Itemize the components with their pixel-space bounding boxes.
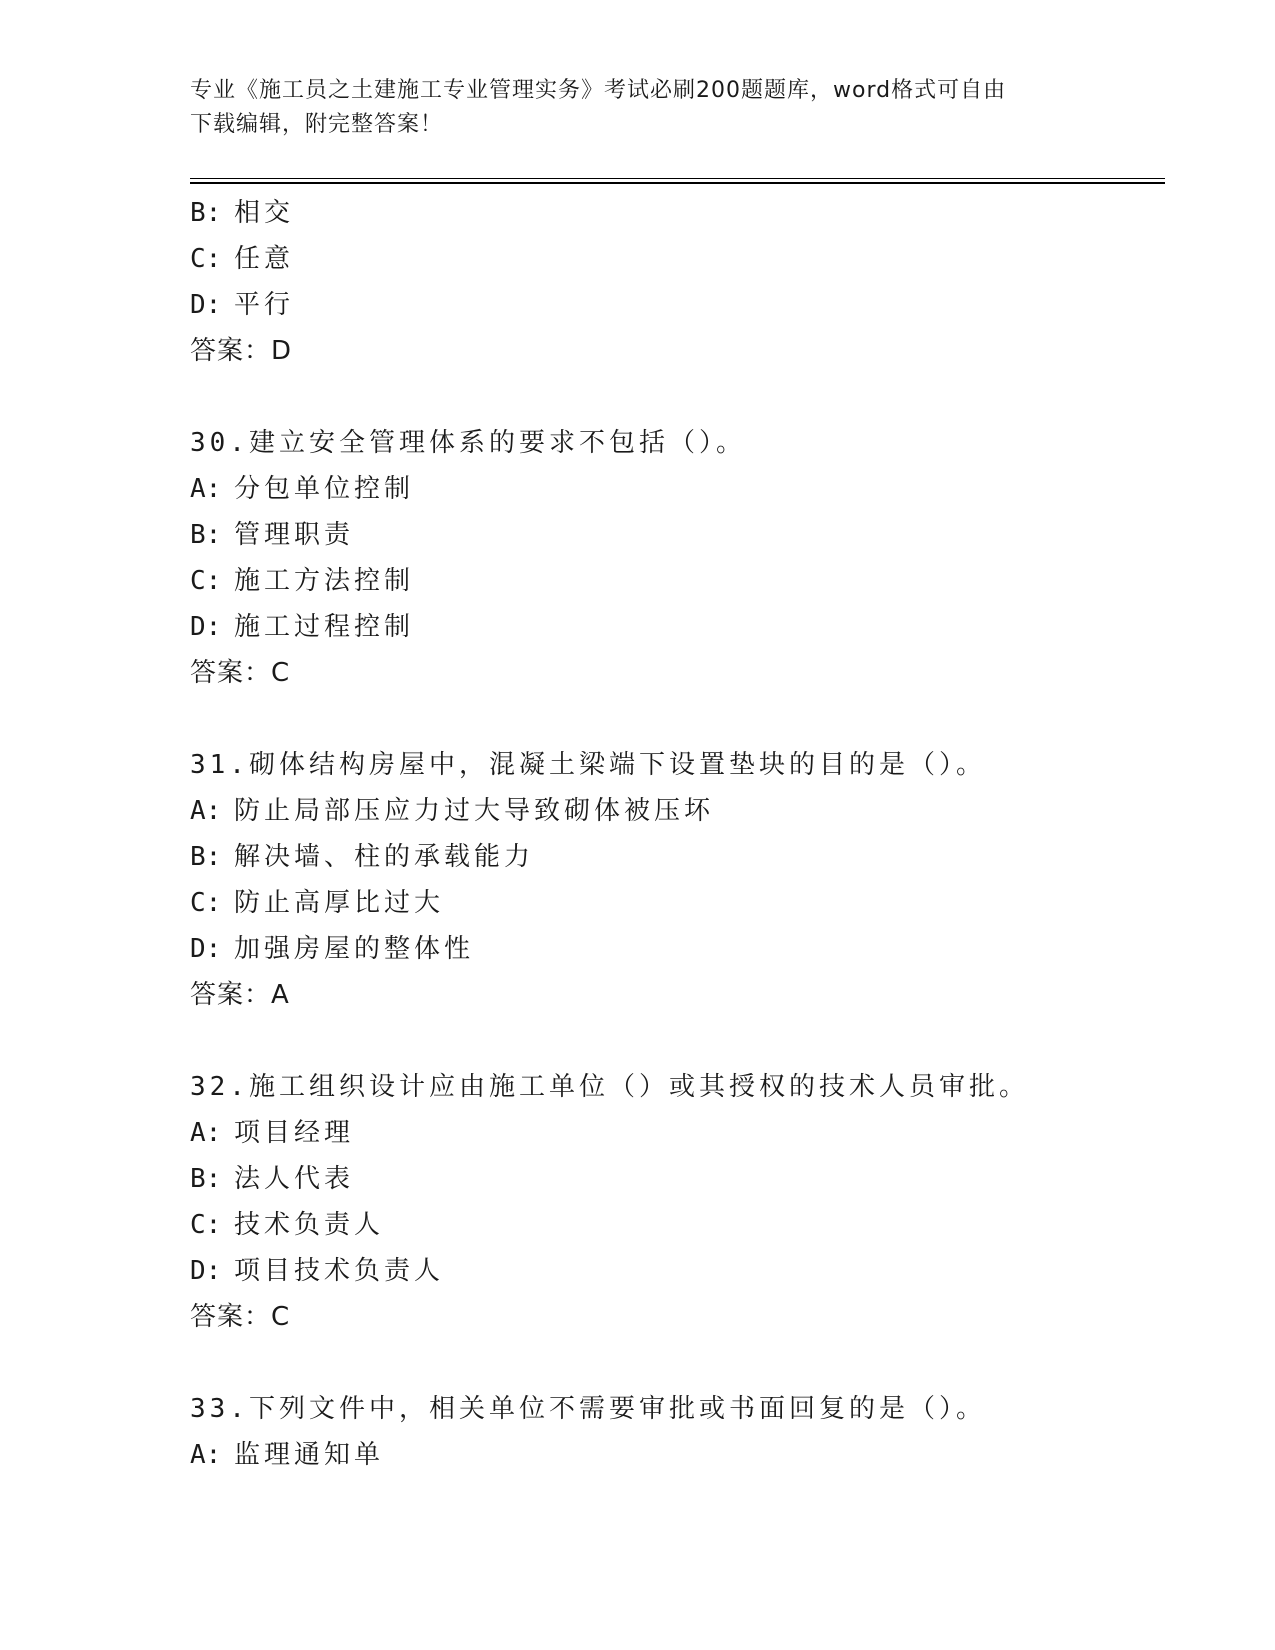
document-header <box>190 74 1090 142</box>
question-stem: 32.施工组织设计应由施工单位（）或其授权的技术人员审批。 <box>190 1072 1029 1102</box>
option-line <box>190 512 1170 558</box>
option-line <box>190 880 1170 926</box>
option-key: D: <box>190 290 222 320</box>
header-line-2: 下载编辑，附完整答案！ <box>190 112 444 137</box>
option-key: C: <box>190 1210 222 1240</box>
spacer <box>190 696 1170 742</box>
header-rule-top <box>190 178 1165 179</box>
question-list <box>190 190 1170 1478</box>
option-line <box>190 466 1170 512</box>
option-line <box>190 604 1170 650</box>
spacer <box>190 1018 1170 1064</box>
option-key: A: <box>190 1440 222 1470</box>
spacer <box>190 374 1170 420</box>
header-line-1: 专业《施工员之土建施工专业管理实务》考试必刷200题题库，word格式可自由 <box>190 78 1007 103</box>
option-line <box>190 190 1170 236</box>
option-text: 项目经理 <box>234 1118 355 1148</box>
question-stem: 31.砌体结构房屋中，混凝土梁端下设置垫块的目的是（）。 <box>190 750 986 780</box>
option-line <box>190 788 1170 834</box>
option-line <box>190 1156 1170 1202</box>
option-text: 防止高厚比过大 <box>234 888 445 918</box>
option-line <box>190 1248 1170 1294</box>
option-key: A: <box>190 474 222 504</box>
question-30 <box>190 420 1170 696</box>
option-key: C: <box>190 566 222 596</box>
option-text: 施工过程控制 <box>234 612 415 642</box>
option-line <box>190 282 1170 328</box>
option-text: 相交 <box>234 198 295 228</box>
answer-line: 答案：D <box>190 336 293 366</box>
question-29-continued <box>190 190 1170 374</box>
option-line <box>190 1110 1170 1156</box>
option-line <box>190 834 1170 880</box>
option-text: 管理职责 <box>234 520 355 550</box>
option-text: 法人代表 <box>234 1164 355 1194</box>
question-32 <box>190 1064 1170 1340</box>
option-key: C: <box>190 244 222 274</box>
option-text: 任意 <box>234 244 295 274</box>
option-line <box>190 926 1170 972</box>
option-text: 加强房屋的整体性 <box>234 934 475 964</box>
option-key: D: <box>190 934 222 964</box>
option-text: 平行 <box>234 290 295 320</box>
answer-line: 答案：A <box>190 980 290 1010</box>
question-33 <box>190 1386 1170 1478</box>
option-key: D: <box>190 612 222 642</box>
option-line <box>190 236 1170 282</box>
question-stem: 30.建立安全管理体系的要求不包括（）。 <box>190 428 746 458</box>
option-text: 技术负责人 <box>234 1210 385 1240</box>
option-text: 监理通知单 <box>234 1440 385 1470</box>
option-key: B: <box>190 520 222 550</box>
answer-line: 答案：C <box>190 658 291 688</box>
option-text: 解决墙、柱的承载能力 <box>234 842 535 872</box>
question-31 <box>190 742 1170 1018</box>
option-key: B: <box>190 1164 222 1194</box>
answer-line: 答案：C <box>190 1302 291 1332</box>
option-text: 防止局部压应力过大导致砌体被压坏 <box>234 796 715 826</box>
question-stem: 33.下列文件中，相关单位不需要审批或书面回复的是（）。 <box>190 1394 986 1424</box>
option-line <box>190 558 1170 604</box>
option-key: A: <box>190 796 222 826</box>
option-line <box>190 1432 1170 1478</box>
header-rule-bottom <box>190 182 1165 184</box>
option-text: 施工方法控制 <box>234 566 415 596</box>
option-key: B: <box>190 842 222 872</box>
option-text: 分包单位控制 <box>234 474 415 504</box>
option-key: B: <box>190 198 222 228</box>
spacer <box>190 1340 1170 1386</box>
option-key: D: <box>190 1256 222 1286</box>
option-text: 项目技术负责人 <box>234 1256 445 1286</box>
option-key: A: <box>190 1118 222 1148</box>
option-key: C: <box>190 888 222 918</box>
option-line <box>190 1202 1170 1248</box>
